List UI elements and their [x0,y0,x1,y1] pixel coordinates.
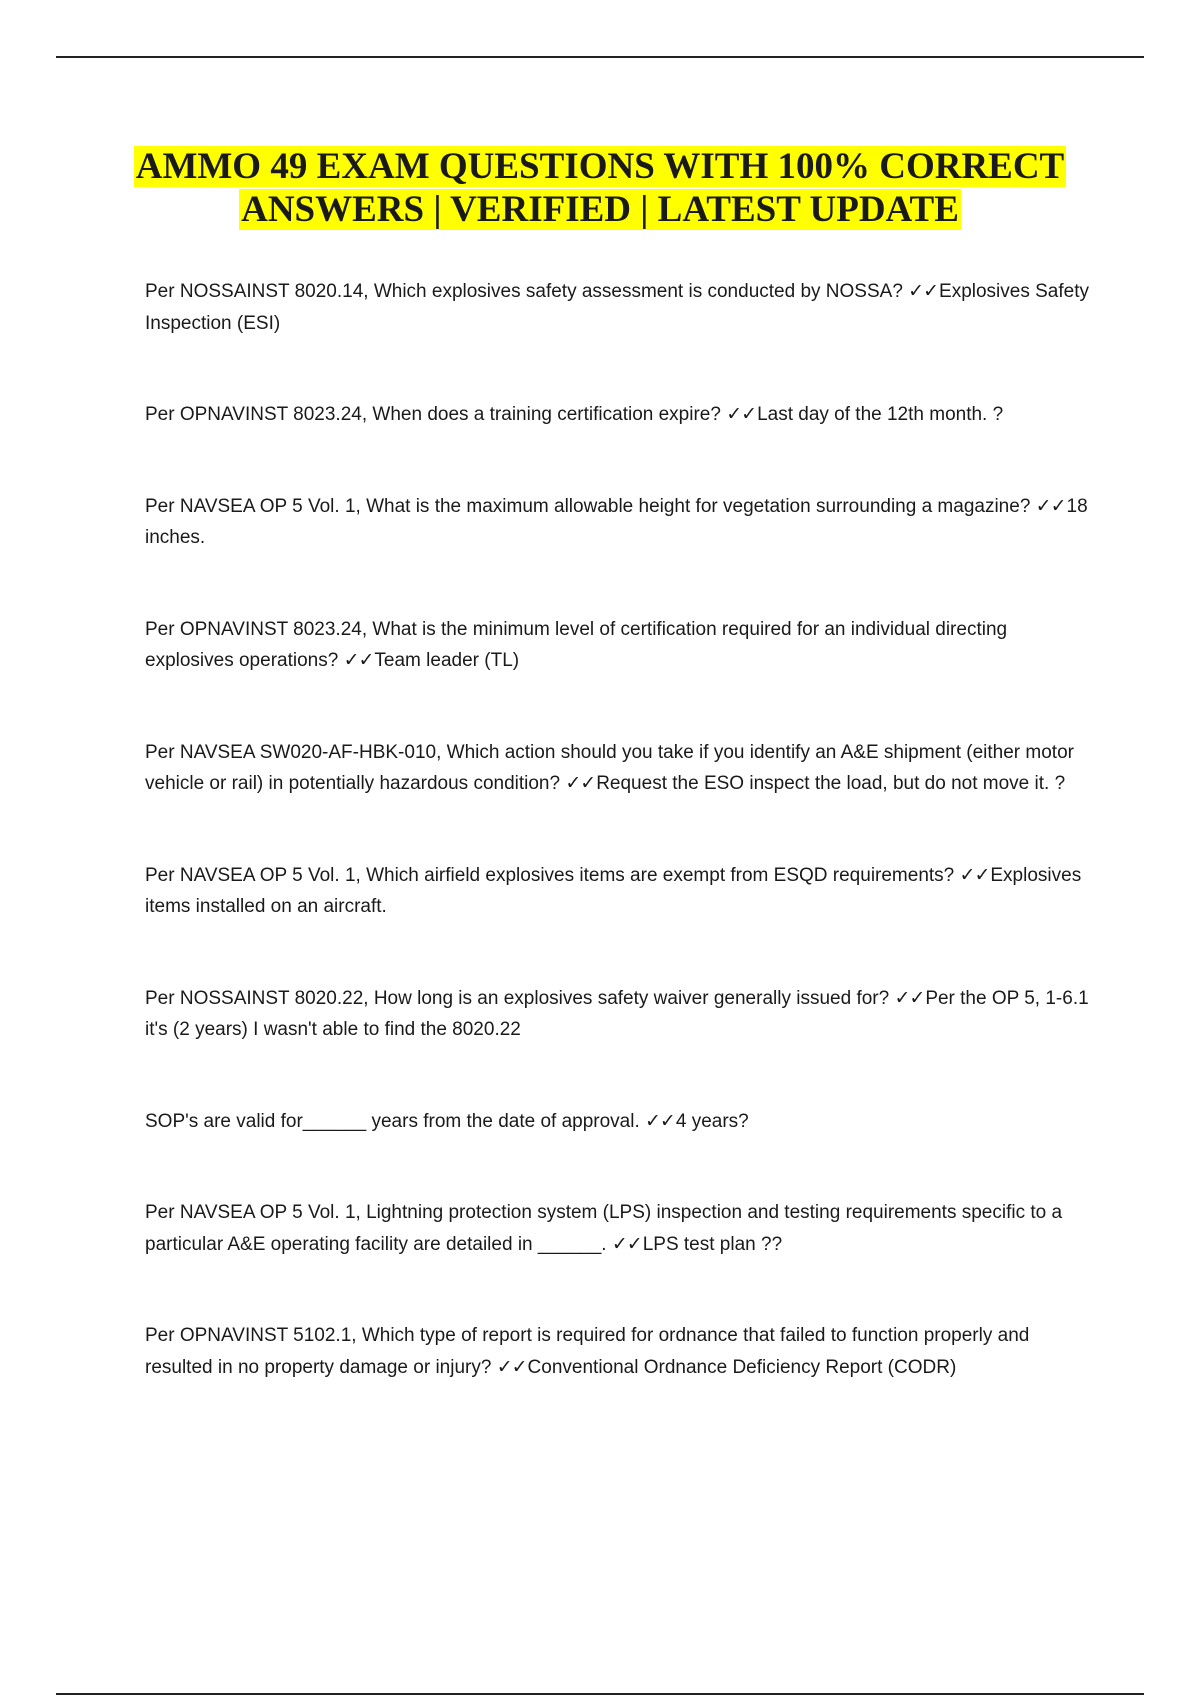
qa-item [145,491,1090,554]
title-line-2: ANSWERS | VERIFIED | LATEST UPDATE [241,189,959,230]
answer-text: ✓✓ Conventional Ordnance Deficiency Report (CODR) [497,1357,957,1378]
question-text: Per NOSSAINST 8020.14, Which explosives safety assessment is conducted by NOSSA? [145,281,903,302]
question-text: SOP's are valid for______ years from the date of approval. [145,1110,640,1132]
answer-text: ✓✓ Request the ESO inspect the load, but do not move it. ? [565,773,1065,794]
qa-list [145,276,1090,1443]
top-rule [56,56,1144,58]
qa-item [145,1197,1090,1260]
question-text: Per NAVSEA SW020-AF-HBK-010, Which action should you take if you identify an A&E shipment (either motor vehicle or rail) in potentially hazardous condition? [145,741,1074,794]
question-text: Per NAVSEA OP 5 Vol. 1, What is the maximum allowable height for vegetation surrounding a magazine? [145,495,1031,517]
question-text: Per OPNAVINST 8023.24, When does a training certification expire? [145,404,721,425]
answer-text: ✓✓ Explosives items installed on an aircraft. [145,865,1081,918]
question-text: Per OPNAVINST 5102.1, Which type of report is required for ordnance that failed to function properly and resulted in no property damage or injury? [145,1325,1030,1378]
qa-item [145,860,1090,923]
answer-text: ✓✓ Explosives Safety Inspection (ESI) [145,281,1089,334]
qa-item [145,1106,1090,1138]
question-text: Per NAVSEA OP 5 Vol. 1, Which airfield explosives items are exempt from ESQD requirements? [145,864,955,886]
qa-item [145,983,1090,1046]
answer-text: ✓✓ LPS test plan ?? [612,1234,782,1255]
question-text: Per NAVSEA OP 5 Vol. 1, Lightning protection system (LPS) inspection and testing requirements specific to a particular A&E operating facility are detailed in ______. [145,1202,1063,1255]
qa-item [145,1320,1090,1383]
qa-item [145,737,1090,800]
qa-item [145,276,1090,339]
answer-text: ✓✓ Per the OP 5, 1-6.1 it's (2 years) I wasn't able to find the 8020.22 [145,988,1089,1041]
answer-text: ✓✓ Last day of the 12th month. ? [726,404,1003,425]
title-line-1: AMMO 49 EXAM QUESTIONS WITH 100% CORRECT [135,146,1065,187]
document-title [80,145,1120,231]
answer-text: ✓✓ Team leader (TL) [344,650,520,671]
qa-item [145,614,1090,677]
question-text: Per NOSSAINST 8020.22, How long is an explosives safety waiver generally issued for? [145,987,890,1009]
answer-text: ✓✓ 4 years? [645,1111,749,1132]
qa-item [145,399,1090,431]
answer-text: ✓✓ 18 inches. [145,496,1088,549]
bottom-rule [56,1693,1144,1695]
question-text: Per OPNAVINST 8023.24, What is the minimum level of certification required for an individual directing explosives operations? [145,618,1008,671]
